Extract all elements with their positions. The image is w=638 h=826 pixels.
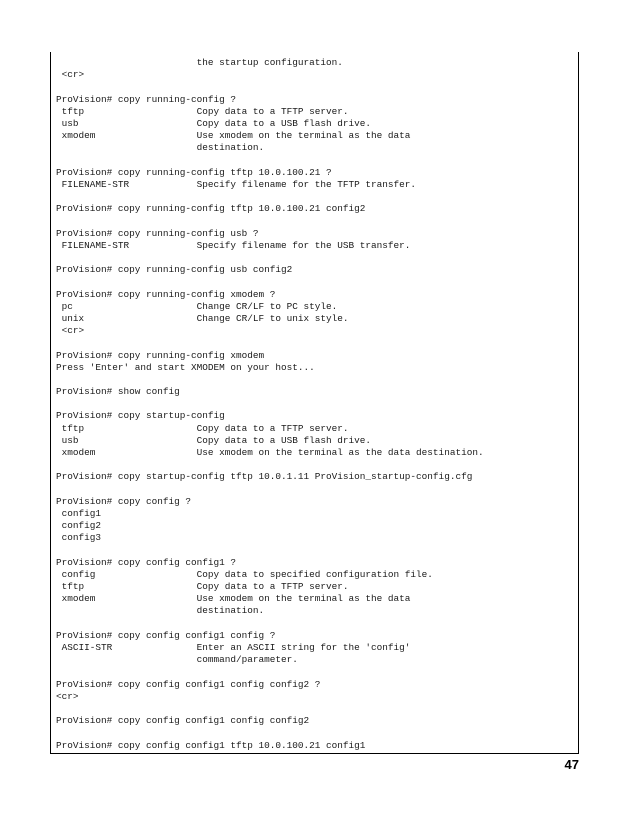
cli-output-lines	[56, 57, 574, 753]
cli-line: config Copy data to specified configuration file.	[56, 568, 433, 580]
cli-line: ProVision# copy running-config usb config2	[56, 264, 293, 276]
cli-line	[56, 191, 574, 203]
cli-line: ASCII-STR Enter an ASCII string for the 'config'	[56, 642, 411, 653]
cli-line: unix Change CR/LF to unix style.	[56, 312, 349, 324]
cli-line: destination.	[56, 605, 265, 617]
cli-line: ProVision# copy config config1 ?	[56, 556, 237, 568]
cli-line: ProVision# copy startup-config	[56, 410, 225, 422]
cli-line: usb Copy data to a USB flash drive.	[56, 117, 372, 129]
cli-line	[56, 703, 574, 715]
cli-line: ProVision# copy config config1 config config2 ?	[56, 678, 321, 690]
cli-line	[56, 374, 574, 386]
cli-line	[56, 484, 574, 496]
cli-line	[56, 215, 574, 227]
cli-line: <cr>	[56, 690, 79, 702]
cli-line: ProVision# copy running-config usb ?	[56, 227, 259, 239]
cli-line: xmodem Use xmodem on the terminal as the data	[56, 593, 411, 605]
cli-line: config1	[56, 507, 102, 519]
cli-line: <cr>	[56, 325, 85, 337]
cli-line: ProVision# copy startup-config tftp 10.0.1.11 ProVision_startup-config.cfg	[56, 471, 473, 483]
cli-line	[56, 727, 574, 739]
cli-line: config3	[56, 532, 102, 544]
cli-line: tftp Copy data to a TFTP server.	[56, 422, 349, 434]
cli-line: Press 'Enter' and start XMODEM on your host...	[56, 361, 315, 373]
cli-line	[56, 252, 574, 264]
cli-line: ProVision# copy running-config tftp 10.0.100.21 ?	[56, 166, 332, 178]
cli-line	[56, 337, 574, 349]
cli-line	[56, 398, 574, 410]
cli-line: ProVision# copy running-config tftp 10.0.100.21 config2	[56, 203, 366, 215]
page-number: 47	[564, 757, 579, 772]
cli-line: xmodem Use xmodem on the terminal as the data destination.	[56, 447, 484, 458]
cli-line: config2	[56, 520, 102, 532]
cli-line	[56, 81, 574, 93]
cli-line	[56, 618, 574, 630]
cli-line: FILENAME-STR Specify filename for the USB transfer.	[56, 239, 411, 251]
cli-line: <cr>	[56, 69, 85, 81]
cli-line	[56, 276, 574, 288]
cli-line	[56, 545, 574, 557]
cli-line: tftp Copy data to a TFTP server.	[56, 581, 349, 593]
cli-line: the startup configuration.	[56, 57, 343, 68]
cli-output-box	[50, 52, 579, 754]
cli-line	[56, 459, 574, 471]
cli-line: ProVision# copy config config1 config config2	[56, 715, 310, 727]
cli-line: ProVision# copy running-config ?	[56, 93, 237, 105]
cli-line: destination.	[56, 142, 265, 154]
cli-line: pc Change CR/LF to PC style.	[56, 300, 338, 312]
cli-line: ProVision# copy config ?	[56, 495, 192, 507]
cli-line: tftp Copy data to a TFTP server.	[56, 105, 349, 117]
cli-line: ProVision# copy running-config xmodem	[56, 349, 265, 361]
cli-line: ProVision# show config	[56, 386, 180, 398]
cli-line	[56, 155, 574, 167]
cli-line: ProVision# copy config config1 config ?	[56, 629, 276, 641]
cli-line: xmodem Use xmodem on the terminal as the data	[56, 130, 411, 142]
cli-line: ProVision# copy running-config xmodem ?	[56, 288, 276, 300]
cli-line: command/parameter.	[56, 654, 298, 666]
cli-line: usb Copy data to a USB flash drive.	[56, 434, 372, 446]
cli-line	[56, 666, 574, 678]
cli-line: FILENAME-STR Specify filename for the TFTP transfer.	[56, 178, 417, 190]
cli-line: ProVision# copy config config1 tftp 10.0.100.21 config1	[56, 739, 366, 751]
